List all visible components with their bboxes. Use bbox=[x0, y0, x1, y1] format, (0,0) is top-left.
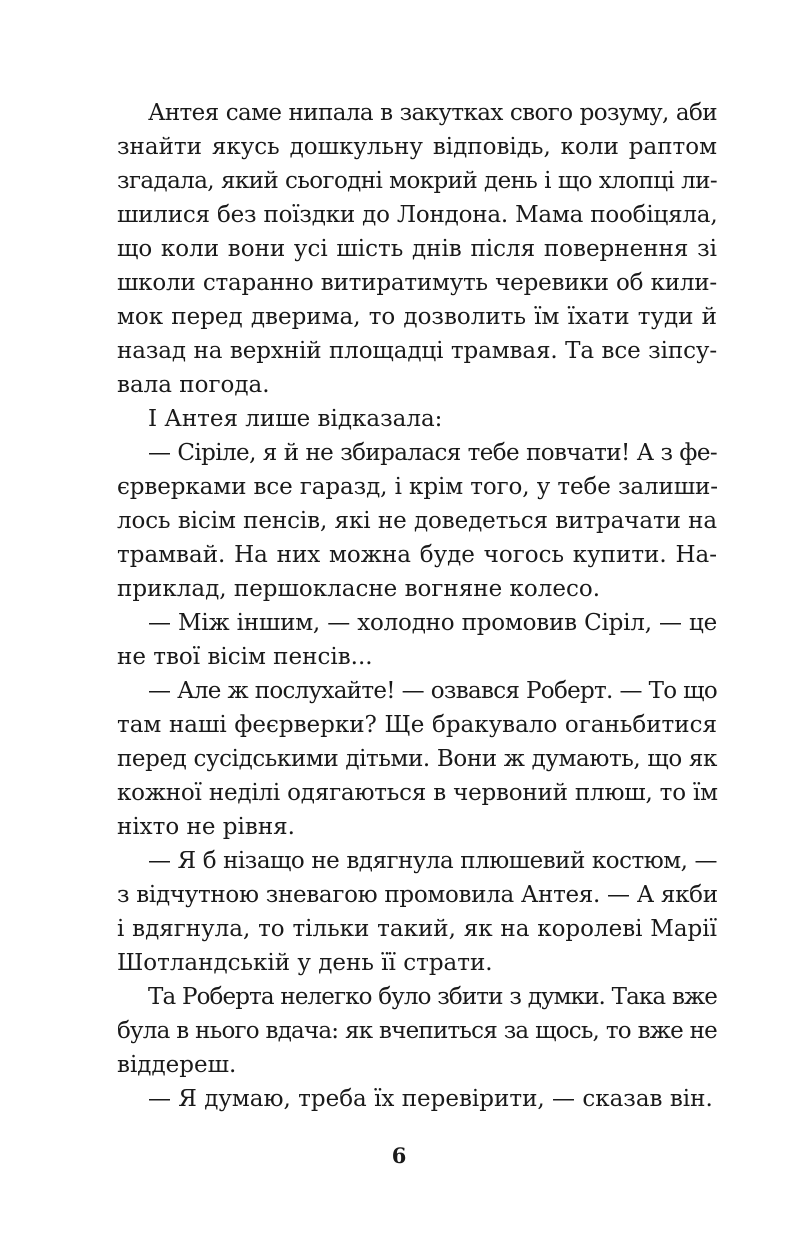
text-line-24: з відчутною зневагою промовила Антея. — А якби bbox=[117, 882, 718, 908]
text-line-7: мок перед дверима, то дозволить їм їхати туди й bbox=[117, 304, 717, 330]
text-line-1: Антея саме нипала в закутках свого розуму, аби bbox=[148, 100, 717, 126]
page-number: 6 bbox=[391, 1143, 407, 1168]
text-line-20: перед сусідськими дітьми. Вони ж думають, що як bbox=[117, 746, 717, 772]
text-line-16: — Між іншим, — холодно промовив Сіріл, — це bbox=[148, 610, 717, 636]
text-line-18: — Але ж послухайте! — озвався Роберт. — То що bbox=[148, 678, 717, 704]
text-line-5: що коли вони усі шість днів після повернення зі bbox=[117, 236, 717, 262]
text-line-27: Та Роберта нелегко було збити з думки. Така вже bbox=[148, 984, 717, 1010]
text-line-9: вала погода. bbox=[117, 372, 270, 398]
text-line-3: згадала, який сьогодні мокрий день і що хлопці ли- bbox=[117, 168, 717, 194]
text-line-14: трамвай. На них можна буде чогось купити. На- bbox=[117, 542, 717, 568]
text-line-2: знайти якусь дошкульну відповідь, коли раптом bbox=[117, 134, 717, 160]
text-line-15: приклад, першокласне вогняне колесо. bbox=[117, 576, 601, 602]
text-line-22: ніхто не рівня. bbox=[117, 814, 295, 840]
text-line-13: лось вісім пенсів, які не доведеться витрачати на bbox=[117, 508, 717, 534]
text-line-23: — Я б нізащо не вдягнула плюшевий костюм, — bbox=[148, 848, 717, 874]
text-line-19: там наші феєрверки? Ще бракувало оганьбитися bbox=[117, 712, 717, 738]
text-line-25: і вдягнула, то тільки такий, як на королеві Марії bbox=[117, 916, 717, 942]
text-line-28: була в нього вдача: як вчепиться за щось, то вже не bbox=[117, 1018, 717, 1044]
text-line-17: не твої вісім пенсів... bbox=[117, 644, 373, 670]
text-line-30: — Я думаю, треба їх перевірити, — сказав він. bbox=[148, 1086, 713, 1112]
text-line-8: назад на верхній площадці трамвая. Та все зіпсу- bbox=[117, 338, 717, 364]
text-line-6: школи старанно витиратимуть черевики об кили- bbox=[117, 270, 717, 296]
text-line-4: шилися без поїздки до Лондона. Мама пообіцяла, bbox=[117, 202, 718, 228]
text-line-10: І Антея лише відказала: bbox=[148, 406, 443, 432]
text-line-29: віддереш. bbox=[117, 1052, 237, 1078]
text-line-12: єрверками все гаразд, і крім того, у тебе залиши- bbox=[117, 474, 718, 500]
text-line-11: — Сіріле, я й не збиралася тебе повчати! А з фе- bbox=[148, 440, 717, 466]
text-line-21: кожної неділі одягаються в червоний плюш, то їм bbox=[117, 780, 718, 806]
text-line-26: Шотландській у день її страти. bbox=[117, 950, 493, 976]
